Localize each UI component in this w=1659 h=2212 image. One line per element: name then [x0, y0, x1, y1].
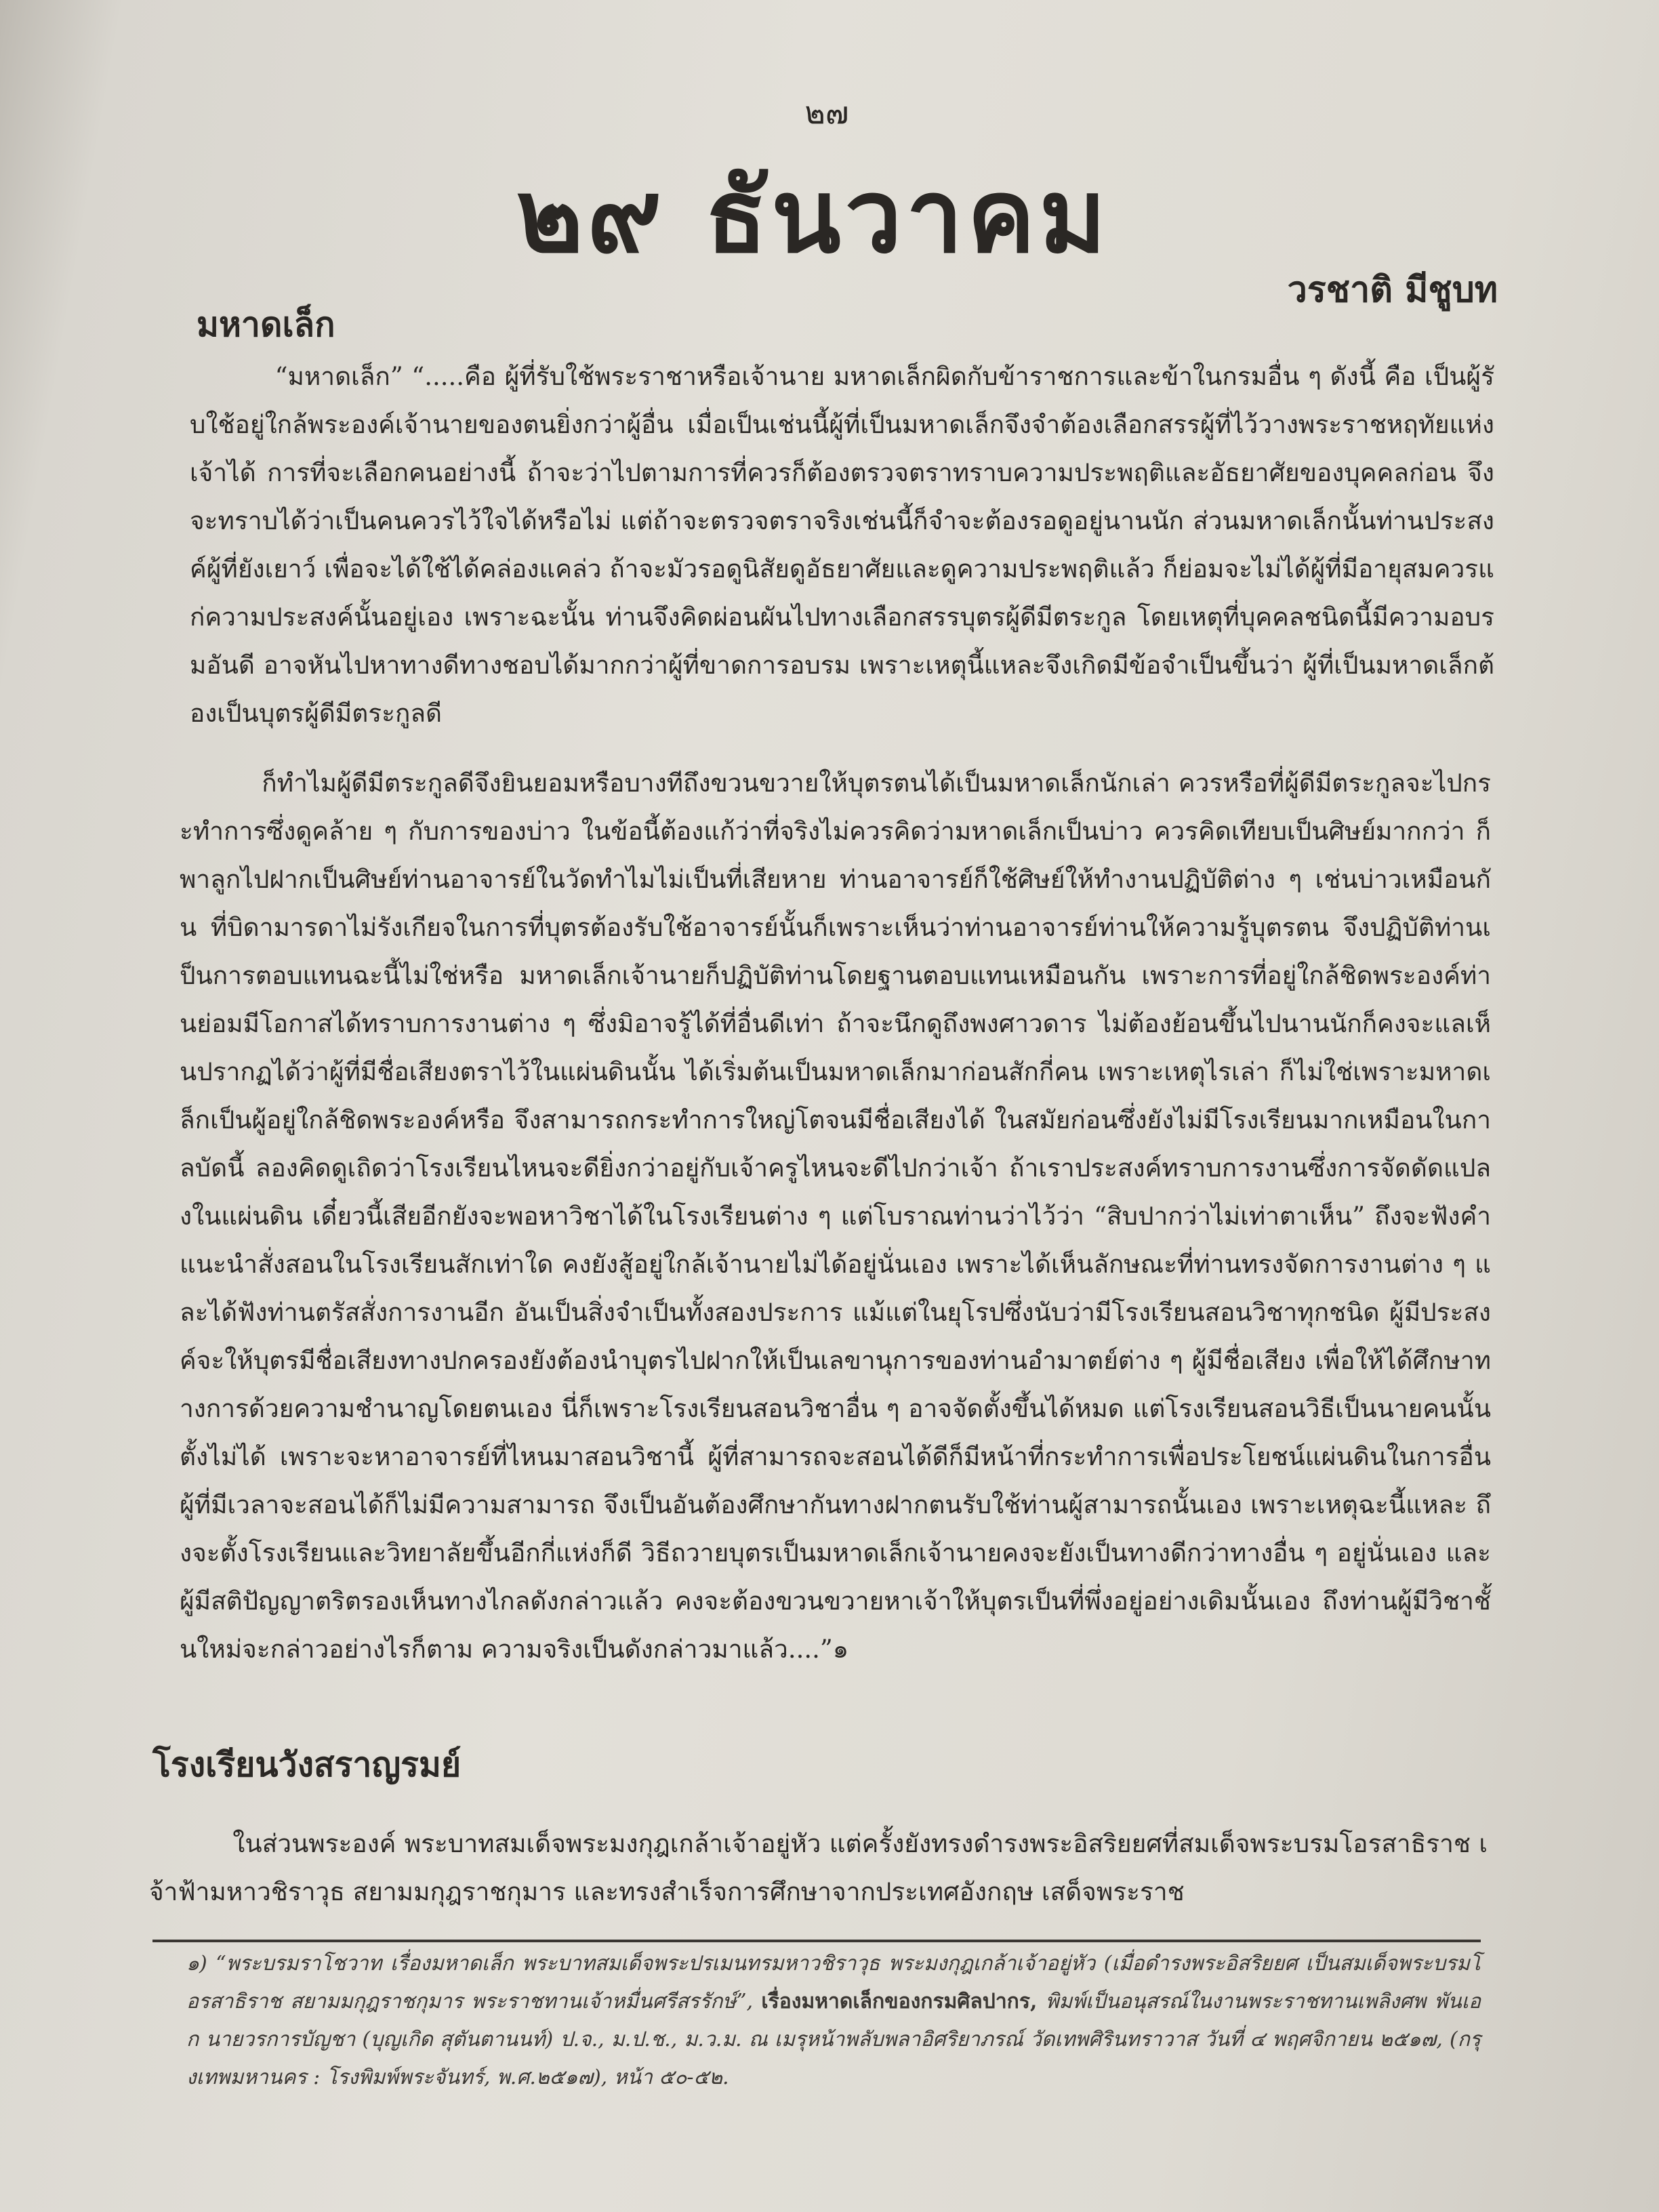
paragraph: ในส่วนพระองค์ พระบาทสมเด็จพระมงกุฎเกล้าเจ้าอยู่หัว แต่ครั้งยังทรงดำรงพระอิสริยยศที่สมเด็จพระบรมโอรสาธิราช เจ้าฟ้ามหาวชิราวุธ สยามมกุฎราชกุมาร และทรงสำเร็จการศึกษาจากประเทศอังกฤษ เสด็จพระราช: [149, 1829, 1488, 1906]
section-heading-mahadlek: มหาดเล็ก: [197, 304, 335, 344]
paragraph: “มหาดเล็ก” “.....คือ ผู้ที่รับใช้พระราชาหรือเจ้านาย มหาดเล็กผิดกับข้าราชการและข้าในกรมอื่น ๆ ดังนี้ คือ เป็นผู้รับใช้อยู่ใกล้พระองค์เจ้านายของตนยิ่งกว่าผู้อื่น เมื่อเป็นเช่นนี้ผู้ที่เป็นมหาดเล็กจึงจำต้องเลือกสรรผู้ที่ไว้วางพระราชหฤทัยแห่งเจ้าได้ การที่จะเลือกคนอย่างนี้ ถ้าจะว่าไปตามการที่ควรก็ต้องตรวจตราทราบความประพฤติและอัธยาศัยของบุคคลก่อน จึงจะทราบได้ว่าเป็นคนควรไว้ใจได้หรือไม่ แต่ถ้าจะตรวจตราจริงเช่นนี้ก็จำจะต้องรอดูอยู่นานนัก ส่วนมหาดเล็กนั้นท่านประสงค์ผู้ที่ยังเยาว์ เพื่อจะได้ใช้ได้คล่องแคล่ว ถ้าจะมัวรอดูนิสัยดูอัธยาศัยและดูความประพฤติแล้ว ก็ย่อมจะไม่ได้ผู้ที่มีอายุสมควรแก่ความประสงค์นั้นอยู่เอง เพราะฉะนั้น ท่านจึงคิดผ่อนผันไปทางเลือกสรรบุตรผู้ดีมีตระกูล โดยเหตุที่บุคคลชนิดนี้มีความอบรมอันดี อาจหันไปหาทางดีทางชอบได้มากกว่าผู้ที่ขาดการอบรม เพราะเหตุนี้แหละจึงเกิดมีข้อจำเป็นขึ้นว่า ผู้ที่เป็นมหาดเล็กต้องเป็นบุตรผู้ดีมีตระกูลดี: [190, 362, 1494, 728]
page-number: ๒๗: [804, 94, 849, 131]
chapter-title: ๒๙ ธันวาคม: [516, 157, 1111, 276]
footnote-text-continued: พิมพ์เป็นอนุสรณ์ในงานพระราชทานเพลิงศพ พันเอก นายวรการบัญชา (บุญเกิด สุตันตานนท์) ป.จ., ม.ป.ช., ม.ว.ม. ณ เมรุหน้าพลับพลาอิศริยาภรณ์ วัดเทพศิรินทราวาส วันที่ ๔ พฤศจิกายน ๒๕๑๗, (กรุงเทพมหานคร : โรงพิมพ์พระจันทร์, พ.ศ.๒๕๑๗), หน้า ๕๐-๕๒.: [186, 1990, 1481, 2089]
footnote: [186, 1945, 1481, 2097]
paragraph: ก็ทำไมผู้ดีมีตระกูลดีจึงยินยอมหรือบางทีถึงขวนขวายให้บุตรตนได้เป็นมหาดเล็กนักเล่า ควรหรือที่ผู้ดีมีตระกูลจะไปกระทำการซึ่งดูคล้าย ๆ กับการของบ่าว ในข้อนี้ต้องแก้ว่าที่จริงไม่ควรคิดว่ามหาดเล็กเป็นบ่าว ควรคิดเทียบเป็นศิษย์มากกว่า ก็พาลูกไปฝากเป็นศิษย์ท่านอาจารย์ในวัดทำไมไม่เป็นที่เสียหาย ท่านอาจารย์ก็ใช้ศิษย์ให้ทำงานปฏิบัติต่าง ๆ เช่นบ่าวเหมือนกัน ที่บิดามารดาไม่รังเกียจในการที่บุตรต้องรับใช้อาจารย์นั้นก็เพราะเห็นว่าท่านอาจารย์ท่านให้ความรู้บุตรตน จึงปฏิบัติท่านเป็นการตอบแทนฉะนี้ไม่ใช่หรือ มหาดเล็กเจ้านายก็ปฏิบัติท่านโดยฐานตอบแทนเหมือนกัน เพราะการที่อยู่ใกล้ชิดพระองค์ท่านย่อมมีโอกาสได้ทราบการงานต่าง ๆ ซึ่งมิอาจรู้ได้ที่อื่นดีเท่า ถ้าจะนึกดูถึงพงศาวดาร ไม่ต้องย้อนขึ้นไปนานนักก็คงจะแลเห็นปรากฏได้ว่าผู้ที่มีชื่อเสียงตราไว้ในแผ่นดินนั้น ได้เริ่มต้นเป็นมหาดเล็กมาก่อนสักกี่คน เพราะเหตุไรเล่า ก็ไม่ใช่เพราะมหาดเล็กเป็นผู้อยู่ใกล้ชิดพระองค์หรือ จึงสามารถกระทำการใหญ่โตจนมีชื่อเสียงได้ ในสมัยก่อนซึ่งยังไม่มีโรงเรียนมากเหมือนในกาลบัดนี้ ลองคิดดูเถิดว่าโรงเรียนไหนจะดียิ่งกว่าอยู่กับเจ้าครูไหนจะดีไปกว่าเจ้า ถ้าเราประสงค์ทราบการงานซึ่งการจัดดัดแปลงในแผ่นดิน เดี๋ยวนี้เสียอีกยังจะพอหาวิชาได้ในโรงเรียนต่าง ๆ แต่โบราณท่านว่าไว้ว่า “สิบปากว่าไม่เท่าตาเห็น” ถึงจะฟังคำแนะนำสั่งสอนในโรงเรียนสักเท่าใด คงยังสู้อยู่ใกล้เจ้านายไม่ได้อยู่นั่นเอง เพราะได้เห็นลักษณะที่ท่านทรงจัดการงานต่าง ๆ และได้ฟังท่านตรัสสั่งการงานอีก อันเป็นสิ่งจำเป็นทั้งสองประการ แม้แต่ในยุโรปซึ่งนับว่ามีโรงเรียนสอนวิชาทุกชนิด ผู้มีประสงค์จะให้บุตรมีชื่อเสียงทางปกครองยังต้องนำบุตรไปฝากให้เป็นเลขานุการของท่านอำมาตย์ต่าง ๆ ผู้มีชื่อเสียง เพื่อให้ได้ศึกษาทางการด้วยความชำนาญโดยตนเอง นี่ก็เพราะโรงเรียนสอนวิชาอื่น ๆ อาจจัดตั้งขึ้นได้หมด แต่โรงเรียนสอนวิธีเป็นนายคนนั้นตั้งไม่ได้ เพราะจะหาอาจารย์ที่ไหนมาสอนวิชานี้ ผู้ที่สามารถจะสอนได้ดีก็มีหน้าที่กระทำการเพื่อประโยชน์แผ่นดินในการอื่น ผู้ที่มีเวลาจะสอนได้ก็ไม่มีความสามารถ จึงเป็นอันต้องศึกษากันทางฝากตนรับใช้ท่านผู้สามารถนั้นเอง เพราะเหตุฉะนี้แหละ ถึงจะตั้งโรงเรียนและวิทยาลัยขึ้นอีกกี่แห่งก็ดี วิธีถวายบุตรเป็นมหาดเล็กเจ้านายคงจะยังเป็นทางดีกว่าทางอื่น ๆ อยู่นั่นเอง และผู้มีสติปัญญาตริตรองเห็นทางไกลดังกล่าวแล้ว คงจะต้องขวนขวายหาเจ้าให้บุตรเป็นที่พึ่งอยู่อย่างเดิมนั้นเอง ถึงท่านผู้มีวิชาชั้นใหม่จะกล่าวอย่างไรก็ตาม ความจริงเป็นดังกล่าวมาแล้ว....”๑: [180, 769, 1499, 1664]
author-name: วรชาติ มีชูบท: [1287, 269, 1498, 310]
section-heading-saranrom-school: โรงเรียนวังสราญรมย์: [152, 1744, 462, 1784]
footnote-text: ๑) “พระบรมราโชวาท เรื่องมหาดเล็ก พระบาทสมเด็จพระปรเมนทรมหาวชิราวุธ พระมงกุฎเกล้าเจ้าอยู่หัว (เมื่อดำรงพระอิสริยยศ เป็นสมเด็จพระบรมโอรสาธิราช สยามมกุฎราชกุมาร พระราชทานเจ้าหมื่นศรีสรรักษ์”,: [186, 1952, 1481, 2013]
footnote-divider: [152, 1940, 1481, 1942]
footnote-book-title: เรื่องมหาดเล็กของกรมศิลปากร,: [761, 1990, 1038, 2013]
